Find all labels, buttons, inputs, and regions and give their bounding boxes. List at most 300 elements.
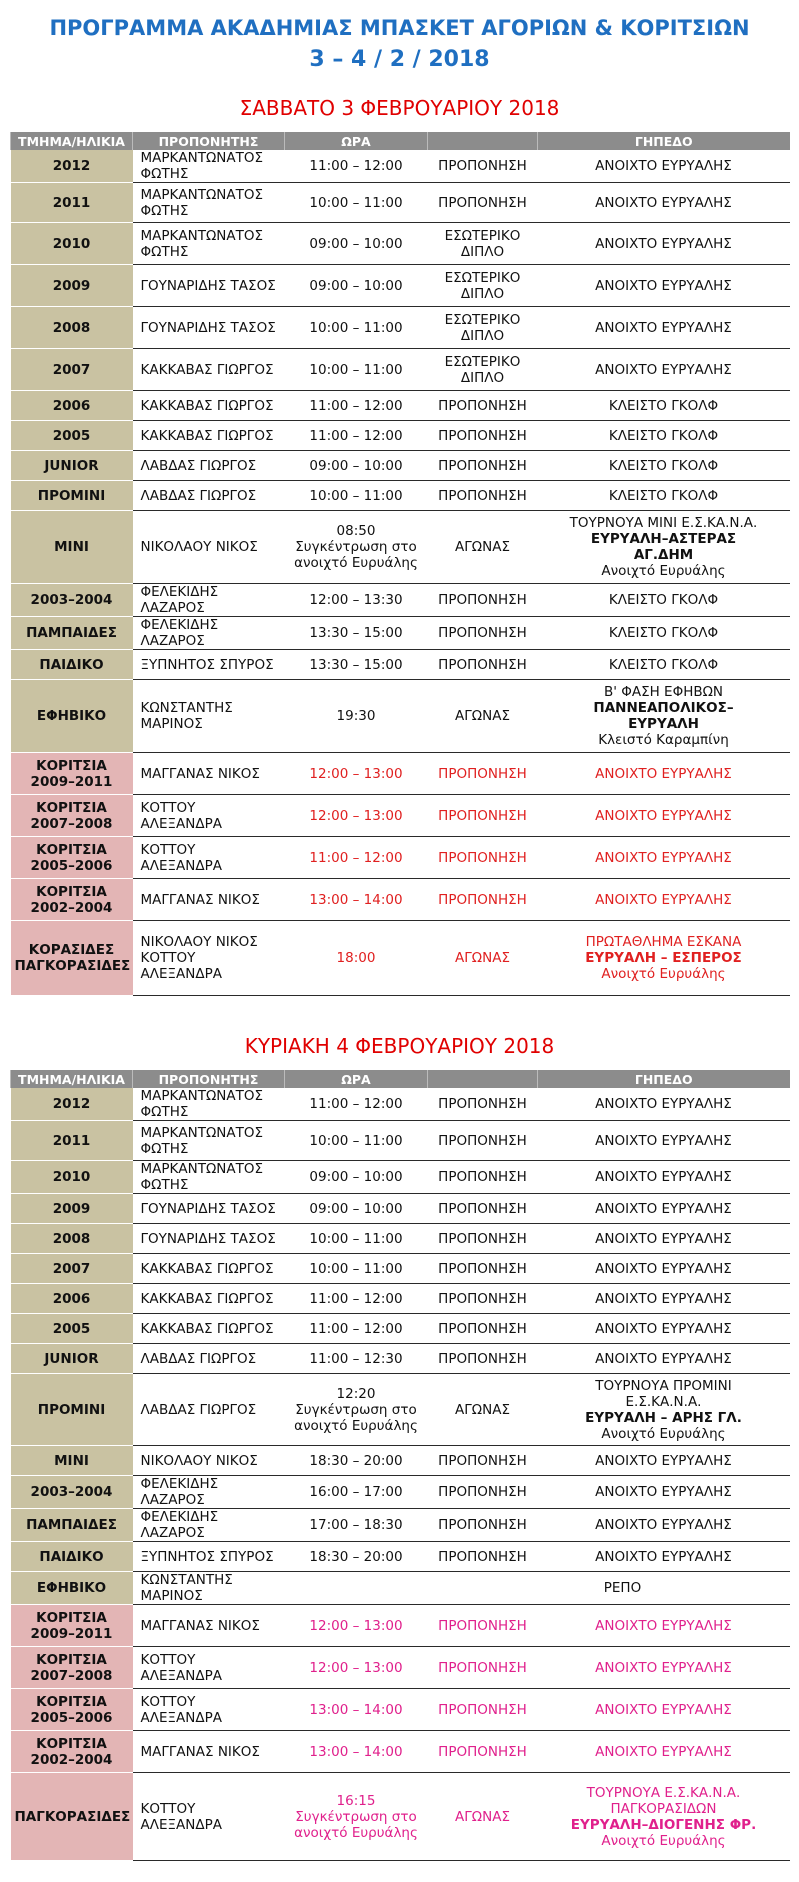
group-cell (11, 1284, 133, 1314)
cell-line: 2010 (52, 1169, 91, 1185)
cell-line: ΜΑΓΓΑΝΑΣ ΝΙΚΟΣ (140, 1743, 260, 1760)
venue-cell (538, 223, 790, 265)
cell-line: ΠΡΟΜΙΝΙ (37, 487, 106, 504)
cell-line: ΞΥΠΝΗΤΟΣ ΣΠΥΡΟΣ (140, 656, 274, 673)
coach-cell (133, 307, 285, 349)
cell-line: Ανοιχτό Ευρυάλης (601, 1425, 726, 1442)
coach-cell (133, 1446, 285, 1476)
time-cell (285, 511, 428, 584)
cell-line: Β' ΦΑΣΗ ΕΦΗΒΩΝ (603, 684, 724, 700)
cell-line: ΠΡΟΠΟΝΗΣΗ (438, 397, 527, 414)
cell-line: 2012 (52, 1096, 91, 1112)
type-cell (428, 1284, 538, 1314)
cell-line: 18:00 (336, 950, 376, 966)
coach-cell (133, 391, 285, 421)
cell-line: Συγκέντρωση στο (295, 539, 417, 555)
cell-line: ΚΑΚΚΑΒΑΣ ΓΙΩΡΓΟΣ (140, 1320, 274, 1337)
venue-cell (538, 1284, 790, 1314)
cell-line: JUNIOR (44, 457, 99, 474)
coach-cell (133, 1572, 285, 1605)
group-cell (11, 617, 133, 650)
cell-line: 2005 (52, 1320, 91, 1337)
cell-line: ΚΛΕΙΣΤΟ ΓΚΟΛΦ (608, 487, 719, 504)
cell-line: ΜΑΓΓΑΝΑΣ ΝΙΚΟΣ (140, 1617, 260, 1634)
cell-line: ΤΟΥΡΝΟΥΑ Ε.Σ.ΚΑ.Ν.Α. (586, 1784, 741, 1801)
table-row (11, 617, 790, 650)
cell-line: ΔΙΠΛΟ (460, 327, 505, 344)
type-cell (428, 391, 538, 421)
cell-line: ΤΟΥΡΝΟΥΑ ΜΙΝΙ Ε.Σ.ΚΑ.Ν.Α. (569, 515, 758, 531)
type-cell (428, 680, 538, 753)
cell-line: ΠΡΟΠΟΝΗΣΗ (438, 1230, 527, 1247)
table-row (11, 753, 790, 795)
venue-cell (538, 349, 790, 391)
venue-cell (538, 1088, 790, 1121)
col-header-coach: ΠΡΟΠΟΝΗΤΗΣ (133, 132, 285, 150)
cell-line: ΠΡΟΠΟΝΗΣΗ (438, 194, 527, 211)
venue-cell (538, 1476, 790, 1509)
group-cell (11, 921, 133, 996)
page-title: ΠΡΟΓΡΑΜΜΑ ΑΚΑΔΗΜΙΑΣ ΜΠΑΣΚΕΤ ΑΓΟΡΙΩΝ & ΚΟΡΙΤΣΙΩΝ (49, 16, 750, 40)
table-row (11, 421, 790, 451)
coach-cell (133, 421, 285, 451)
cell-line: ΚΛΕΙΣΤΟ ΓΚΟΛΦ (608, 656, 719, 673)
venue-cell (538, 680, 790, 753)
coach-cell (133, 1374, 285, 1446)
cell-line: 09:00 – 10:00 (309, 277, 403, 294)
coach-cell (133, 1194, 285, 1224)
cell-line: ΜΙΝΙ (54, 1452, 89, 1469)
venue-cell (538, 481, 790, 511)
cell-line: 2005–2006 (30, 1709, 113, 1726)
cell-line: ΚΟΡΙΤΣΙΑ (36, 1609, 107, 1626)
table-row (11, 1605, 790, 1647)
cell-line: ΑΝΟΙΧΤΟ ΕΥΡΥΑΛΗΣ (595, 1290, 732, 1307)
cell-line: ΓΟΥΝΑΡΙΔΗΣ ΤΑΣΟΣ (140, 1230, 276, 1247)
cell-line: 10:00 – 11:00 (309, 1132, 403, 1149)
time-cell (285, 1224, 428, 1254)
venue-cell (538, 1194, 790, 1224)
cell-line: ΦΩΤΗΣ (140, 202, 189, 219)
cell-line: Συγκέντρωση στο (295, 1808, 417, 1825)
col-header-time: ΩΡΑ (285, 1070, 428, 1088)
venue-cell (538, 1542, 790, 1572)
cell-line: 18:30 – 20:00 (309, 1548, 403, 1565)
cell-line: 11:00 – 12:00 (309, 427, 403, 444)
cell-line: ΠΡΟΠΟΝΗΣΗ (438, 1452, 527, 1469)
cell-line: ΑΓΩΝΑΣ (455, 950, 510, 966)
table-row (11, 183, 790, 223)
cell-line: ΠΡΟΠΟΝΗΣΗ (438, 1701, 527, 1718)
group-cell (11, 1088, 133, 1121)
group-cell (11, 879, 133, 921)
type-cell (428, 1121, 538, 1161)
cell-line: ΕΣΩΤΕΡΙΚΟ (444, 311, 521, 328)
venue-cell (538, 1605, 790, 1647)
coach-cell (133, 753, 285, 795)
rest-cell: ΡΕΠΟ (285, 1572, 790, 1605)
cell-line: ΕΥΡΥΑΛΗ–ΑΣΤΕΡΑΣ (590, 531, 737, 547)
cell-line: ΚΛΕΙΣΤΟ ΓΚΟΛΦ (608, 592, 719, 608)
type-cell (428, 1254, 538, 1284)
table-row (11, 223, 790, 265)
group-cell (11, 391, 133, 421)
group-cell (11, 1194, 133, 1224)
time-cell (285, 1542, 428, 1572)
table-row (11, 1314, 790, 1344)
cell-line: ΑΝΟΙΧΤΟ ΕΥΡΥΑΛΗΣ (595, 1743, 732, 1760)
cell-line: ΑΓ.ΔΗΜ (633, 547, 694, 563)
cell-line: ΤΟΥΡΝΟΥΑ ΠΡΟΜΙΝΙ (595, 1377, 732, 1394)
cell-line: 2009 (52, 277, 91, 294)
type-cell (428, 1509, 538, 1542)
type-cell (428, 753, 538, 795)
cell-line: ΠΡΟΠΟΝΗΣΗ (438, 1743, 527, 1760)
cell-line: 2003–2004 (30, 592, 113, 608)
venue-cell (538, 1509, 790, 1542)
cell-line: 17:00 – 18:30 (309, 1517, 403, 1533)
cell-line: ΑΝΟΙΧΤΟ ΕΥΡΥΑΛΗΣ (595, 277, 732, 294)
type-cell (428, 307, 538, 349)
cell-line: ΛΑΒΔΑΣ ΓΙΩΡΓΟΣ (140, 1401, 257, 1418)
coach-cell (133, 1689, 285, 1731)
cell-line: 12:00 – 13:00 (309, 807, 403, 824)
venue-cell (538, 1689, 790, 1731)
cell-line: 18:30 – 20:00 (309, 1452, 403, 1469)
time-cell (285, 795, 428, 837)
group-cell (11, 1605, 133, 1647)
time-cell (285, 265, 428, 307)
group-cell (11, 1731, 133, 1773)
cell-line: 16:00 – 17:00 (309, 1484, 403, 1500)
cell-line: ΜΑΓΓΑΝΑΣ ΝΙΚΟΣ (140, 765, 260, 782)
cell-line: ΠΡΩΤΑΘΛΗΜΑ ΕΣΚΑΝΑ (585, 934, 742, 950)
cell-line: ΑΝΟΙΧΤΟ ΕΥΡΥΑΛΗΣ (595, 158, 732, 174)
cell-line: ΛΑΒΔΑΣ ΓΙΩΡΓΟΣ (140, 487, 257, 504)
time-cell (285, 1731, 428, 1773)
type-cell (428, 795, 538, 837)
cell-line: ΠΡΟΠΟΝΗΣΗ (438, 158, 527, 174)
table-row (11, 1284, 790, 1314)
cell-line: 09:00 – 10:00 (309, 457, 403, 474)
type-cell (428, 1374, 538, 1446)
cell-line: ΜΑΡΚΑΝΤΩΝΑΤΟΣ ΦΩΤΗΣ (140, 1088, 264, 1120)
cell-line: ΑΝΟΙΧΤΟ ΕΥΡΥΑΛΗΣ (595, 319, 732, 336)
cell-line: ΠΡΟΠΟΝΗΣΗ (438, 1350, 527, 1367)
cell-line: ΑΝΟΙΧΤΟ ΕΥΡΥΑΛΗΣ (595, 361, 732, 378)
cell-line: 08:50 (336, 523, 376, 539)
col-header-venue: ΓΗΠΕΔΟ (538, 132, 790, 150)
cell-line: ΠΑΜΠΑΙΔΕΣ (26, 1517, 117, 1533)
cell-line: ΦΕΛΕΚΙΔΗΣ ΛΑΖΑΡΟΣ (140, 584, 219, 616)
cell-line: ΑΝΟΙΧΤΟ ΕΥΡΥΑΛΗΣ (595, 1452, 732, 1469)
cell-line: ανοιχτό Ευρυάλης (294, 1824, 418, 1841)
table-row (11, 584, 790, 617)
cell-line: ΚΟΤΤΟΥ ΑΛΕΞΑΝΔΡΑ (140, 1651, 222, 1684)
coach-cell (133, 879, 285, 921)
cell-line: ΕΦΗΒΙΚΟ (36, 708, 107, 724)
group-cell (11, 1773, 133, 1861)
cell-line: ΚΟΤΤΟΥ ΑΛΕΞΑΝΔΡΑ (140, 1693, 222, 1726)
cell-line: ΠΡΟΠΟΝΗΣΗ (438, 457, 527, 474)
time-cell (285, 753, 428, 795)
cell-line: ΚΛΕΙΣΤΟ ΓΚΟΛΦ (608, 457, 719, 474)
cell-line: ΛΑΒΔΑΣ ΓΙΩΡΓΟΣ (140, 457, 257, 474)
venue-cell (538, 921, 790, 996)
cell-line: ανοιχτό Ευρυάλης (294, 1417, 418, 1434)
cell-line: ΠΡΟΜΙΝΙ (37, 1401, 106, 1418)
cell-line: ΠΑΙΔΙΚΟ (39, 656, 104, 673)
col-header-venue: ΓΗΠΕΔΟ (538, 1070, 790, 1088)
venue-cell (538, 1121, 790, 1161)
time-cell (285, 1509, 428, 1542)
coach-cell (133, 1284, 285, 1314)
venue-cell (538, 584, 790, 617)
cell-line: 2008 (52, 1230, 91, 1247)
table-row (11, 451, 790, 481)
group-cell (11, 1374, 133, 1446)
cell-line: 2012 (52, 158, 91, 174)
cell-line: ΠΡΟΠΟΝΗΣΗ (438, 1132, 527, 1149)
group-cell (11, 680, 133, 753)
table-row (11, 1088, 790, 1121)
venue-cell (538, 617, 790, 650)
type-cell (428, 921, 538, 996)
table-row (11, 1254, 790, 1284)
cell-line: 10:00 – 11:00 (309, 487, 403, 504)
coach-cell (133, 223, 285, 265)
cell-line: ΑΝΟΙΧΤΟ ΕΥΡΥΑΛΗΣ (595, 1260, 732, 1277)
cell-line: ανοιχτό Ευρυάλης (294, 555, 418, 571)
cell-line: ΑΓΩΝΑΣ (455, 708, 510, 724)
coach-cell (133, 1731, 285, 1773)
coach-cell (133, 617, 285, 650)
coach-cell (133, 1509, 285, 1542)
cell-line: 19:30 (336, 708, 376, 724)
cell-line: ΠΡΟΠΟΝΗΣΗ (438, 1617, 527, 1634)
table-row (11, 1731, 790, 1773)
cell-line: ΠΡΟΠΟΝΗΣΗ (438, 1320, 527, 1337)
time-cell (285, 1314, 428, 1344)
cell-line: ΑΝΟΙΧΤΟ ΕΥΡΥΑΛΗΣ (595, 1517, 732, 1533)
cell-line: 2009 (52, 1200, 91, 1217)
venue-cell (538, 1314, 790, 1344)
time-cell (285, 1647, 428, 1689)
type-cell (428, 1314, 538, 1344)
cell-line: 12:00 – 13:00 (309, 1617, 403, 1634)
cell-line: ΚΟΡΙΤΣΙΑ (36, 1651, 107, 1668)
col-header-time: ΩΡΑ (285, 132, 428, 150)
table-row (11, 1161, 790, 1194)
cell-line: ΦΕΛΕΚΙΔΗΣ ΛΑΖΑΡΟΣ (140, 1476, 219, 1508)
group-cell (11, 511, 133, 584)
group-cell (11, 349, 133, 391)
type-cell (428, 1773, 538, 1861)
time-cell (285, 1446, 428, 1476)
cell-line: 12:00 – 13:00 (309, 765, 403, 782)
cell-line: ΠΡΟΠΟΝΗΣΗ (438, 1169, 527, 1185)
cell-line: 2011 (52, 194, 91, 211)
venue-cell (538, 421, 790, 451)
coach-cell (133, 1161, 285, 1194)
cell-line: 09:00 – 10:00 (309, 235, 403, 252)
cell-line: ΜΑΡΚΑΝΤΩΝΑΤΟΣ ΦΩΤΗΣ (140, 1161, 264, 1193)
cell-line: ΕΥΡΥΑΛΗ – ΑΡΗΣ ΓΛ. (585, 1409, 742, 1426)
time-cell (285, 650, 428, 680)
type-cell (428, 1605, 538, 1647)
venue-cell (538, 1344, 790, 1374)
type-cell (428, 421, 538, 451)
cell-line: 10:00 – 11:00 (309, 194, 403, 211)
table-row (11, 1374, 790, 1446)
cell-line: ΑΝΟΙΧΤΟ ΕΥΡΥΑΛΗΣ (595, 1096, 732, 1112)
cell-line: ΝΙΚΟΛΑΟΥ ΝΙΚΟΣ (140, 1452, 258, 1469)
type-cell (428, 1224, 538, 1254)
cell-line: ΞΥΠΝΗΤΟΣ ΣΠΥΡΟΣ (140, 1548, 274, 1565)
cell-line: ΚΛΕΙΣΤΟ ΓΚΟΛΦ (608, 397, 719, 414)
type-cell (428, 584, 538, 617)
cell-line: 2005–2006 (30, 857, 113, 874)
cell-line: Ανοιχτό Ευρυάλης (601, 563, 726, 579)
table-row (11, 265, 790, 307)
cell-line: ΓΟΥΝΑΡΙΔΗΣ ΤΑΣΟΣ (140, 277, 276, 294)
cell-line: ΜΑΡΚΑΝΤΩΝΑΤΟΣ ΦΩΤΗΣ (140, 150, 264, 182)
coach-cell (133, 265, 285, 307)
coach-cell (133, 1121, 285, 1161)
type-cell (428, 1689, 538, 1731)
cell-line: Συγκέντρωση στο (295, 1401, 417, 1418)
type-cell (428, 650, 538, 680)
cell-line: ΝΙΚΟΛΑΟΥ ΝΙΚΟΣ (140, 539, 258, 555)
cell-line: ΔΙΠΛΟ (460, 369, 505, 386)
coach-cell (133, 451, 285, 481)
cell-line: 2007–2008 (30, 815, 113, 832)
time-cell (285, 1689, 428, 1731)
group-cell (11, 1314, 133, 1344)
cell-line: ΚΑΚΚΑΒΑΣ ΓΙΩΡΓΟΣ (140, 397, 274, 414)
table-row (11, 879, 790, 921)
coach-cell (133, 680, 285, 753)
time-cell (285, 837, 428, 879)
venue-cell (538, 183, 790, 223)
venue-cell (538, 1374, 790, 1446)
cell-line: 11:00 – 12:00 (309, 1096, 403, 1112)
cell-line: ΑΓΩΝΑΣ (455, 539, 510, 555)
time-cell (285, 481, 428, 511)
table-row (11, 511, 790, 584)
saturday-schedule-table (10, 132, 790, 996)
cell-line: 10:00 – 11:00 (309, 1260, 403, 1277)
cell-line: ΠΑΜΠΑΙΔΕΣ (26, 625, 117, 641)
coach-cell (133, 481, 285, 511)
group-cell (11, 223, 133, 265)
cell-line: 10:00 – 11:00 (309, 1230, 403, 1247)
cell-line: ΑΝΟΙΧΤΟ ΕΥΡΥΑΛΗΣ (595, 235, 732, 252)
cell-line: ΚΟΡΙΤΣΙΑ (36, 1735, 107, 1752)
table-row (11, 1344, 790, 1374)
cell-line: ΠΡΟΠΟΝΗΣΗ (438, 487, 527, 504)
cell-line: ΕΣΩΤΕΡΙΚΟ (444, 227, 521, 244)
table-row (11, 1121, 790, 1161)
cell-line: JUNIOR (44, 1350, 99, 1367)
cell-line: ΕΥΡΥΑΛΗ (628, 716, 699, 732)
table-row (11, 921, 790, 996)
cell-line: ΠΡΟΠΟΝΗΣΗ (438, 1659, 527, 1676)
cell-line: ΦΕΛΕΚΙΔΗΣ ΛΑΖΑΡΟΣ (140, 1509, 219, 1541)
cell-line: ΕΦΗΒΙΚΟ (36, 1580, 107, 1596)
cell-line: ΜΑΓΓΑΝΑΣ ΝΙΚΟΣ (140, 891, 260, 908)
venue-cell (538, 1254, 790, 1284)
group-cell (11, 1344, 133, 1374)
venue-cell (538, 451, 790, 481)
table-row (11, 1572, 790, 1605)
cell-line: ΠΑΙΔΙΚΟ (39, 1548, 104, 1565)
cell-line: 2005 (52, 427, 91, 444)
time-cell (285, 1605, 428, 1647)
cell-line: 12:00 – 13:00 (309, 1659, 403, 1676)
coach-cell (133, 1542, 285, 1572)
group-cell (11, 1254, 133, 1284)
type-cell (428, 617, 538, 650)
cell-line: 11:00 – 12:00 (309, 158, 403, 174)
cell-line: ΠΡΟΠΟΝΗΣΗ (438, 849, 527, 866)
group-cell (11, 183, 133, 223)
group-cell (11, 451, 133, 481)
time-cell (285, 921, 428, 996)
type-cell (428, 1161, 538, 1194)
table-row (11, 1647, 790, 1689)
group-cell (11, 584, 133, 617)
time-cell (285, 879, 428, 921)
cell-line: ΜΙΝΙ (54, 539, 89, 555)
cell-line: 2011 (52, 1132, 91, 1149)
cell-line: ΠΡΟΠΟΝΗΣΗ (438, 1484, 527, 1500)
time-cell (285, 1284, 428, 1314)
cell-line: ΠΡΟΠΟΝΗΣΗ (438, 1200, 527, 1217)
table-row (11, 1446, 790, 1476)
cell-line: 2009–2011 (30, 1625, 113, 1642)
cell-line: ΠΡΟΠΟΝΗΣΗ (438, 1096, 527, 1112)
cell-line: ΚΟΡΙΤΣΙΑ (36, 799, 107, 816)
cell-line: ΑΝΟΙΧΤΟ ΕΥΡΥΑΛΗΣ (595, 1617, 732, 1634)
cell-line: ΑΝΟΙΧΤΟ ΕΥΡΥΑΛΗΣ (595, 1548, 732, 1565)
coach-cell (133, 584, 285, 617)
venue-cell (538, 391, 790, 421)
time-cell (285, 1254, 428, 1284)
time-cell (285, 183, 428, 223)
cell-line: ΕΣΩΤΕΡΙΚΟ (444, 269, 521, 286)
table-row (11, 150, 790, 183)
coach-cell (133, 1605, 285, 1647)
cell-line: ΦΩΤΗΣ (140, 1140, 189, 1157)
type-cell (428, 223, 538, 265)
cell-line: ΑΝΟΙΧΤΟ ΕΥΡΥΑΛΗΣ (595, 807, 732, 824)
venue-cell (538, 795, 790, 837)
table-row (11, 1509, 790, 1542)
coach-cell (133, 511, 285, 584)
cell-line: ΚΟΤΤΟΥ ΑΛΕΞΑΝΔΡΑ (140, 841, 222, 874)
time-cell (285, 1476, 428, 1509)
group-cell (11, 837, 133, 879)
sunday-heading: ΚΥΡΙΑΚΗ 4 ΦΕΒΡΟΥΑΡΙΟΥ 2018 (244, 1034, 555, 1058)
cell-line: ΑΝΟΙΧΤΟ ΕΥΡΥΑΛΗΣ (595, 1701, 732, 1718)
time-cell (285, 1088, 428, 1121)
col-header-group: ΤΜΗΜΑ/ΗΛΙΚΙΑ (11, 1070, 133, 1088)
time-cell (285, 307, 428, 349)
venue-cell (538, 1224, 790, 1254)
cell-line: 16:15 (336, 1792, 376, 1809)
cell-line: ΠΡΟΠΟΝΗΣΗ (438, 807, 527, 824)
